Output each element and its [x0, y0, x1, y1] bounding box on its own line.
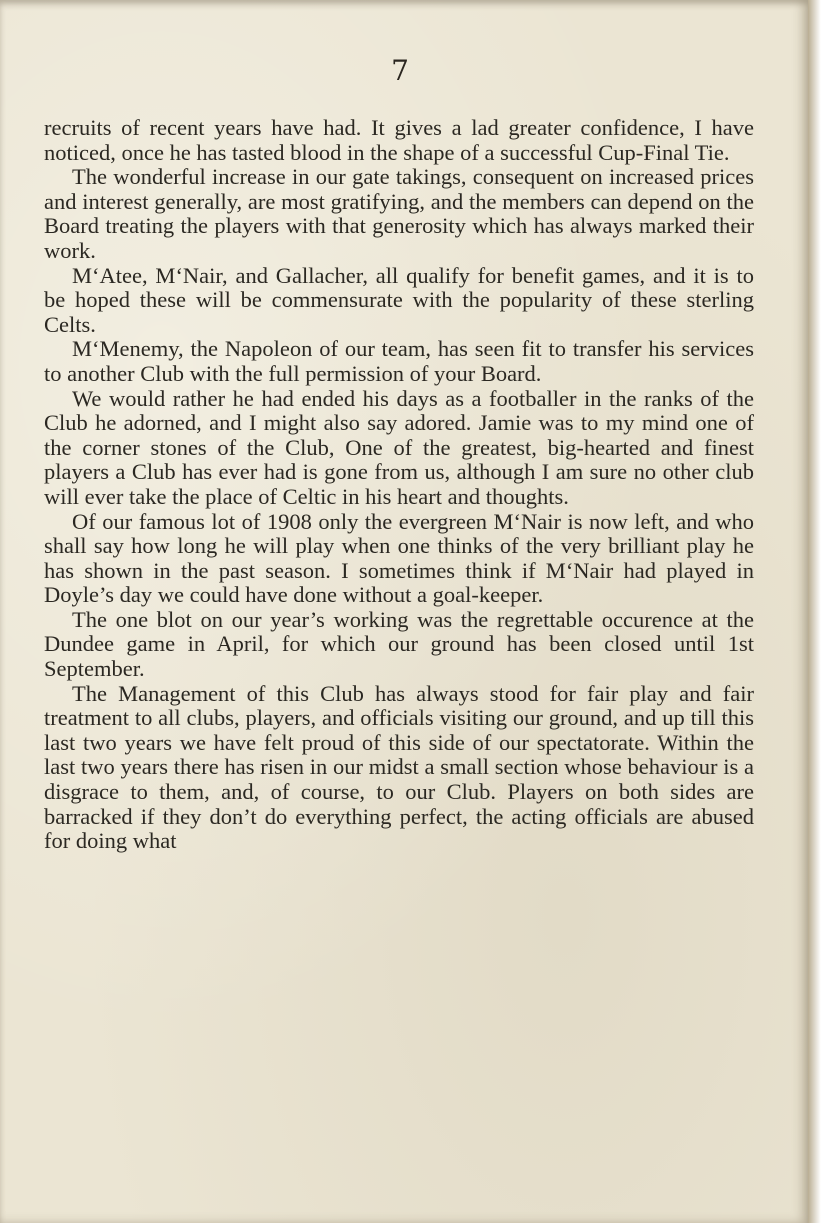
paragraph-dundee-game: The one blot on our year’s working was the regrettable occurence at the Dundee game in April, for which our ground has been closed until 1st September.: [44, 606, 754, 682]
paragraph-jamie-tribute: We would rather he had ended his days as a footballer in the ranks of the Club he adorned, and I might also say adored. Jamie was to my mind one of the corner stones of the Club, One of the greatest, big-hearted and finest players a Club has ever had is gone from us, although I am sure no other club will ever take the place of Celtic in his heart and thoughts.: [44, 385, 754, 509]
paragraph-recruits: recruits of recent years have had. It gives a lad greater confidence, I have noticed, once he has tasted blood in the shape of a successful Cup-Final Tie.: [44, 115, 754, 165]
paragraph-management: The Management of this Club has always stood for fair play and fair treatment to all clubs, players, and officials visiting our ground, and up till this last two years we have felt proud of this side of our spectatorate. Within the last two years there has risen in our midst a small section whose behaviour is a disgrace to them, and, of course, to our Club. Players on both sides are barracked if they don’t do everything perfect, the acting officials are abused for doing what: [44, 680, 754, 854]
paragraph-mmenemy-transfer: M‘Menemy, the Napoleon of our team, has seen fit to transfer his services to another Club with the full permission of your Board.: [44, 336, 754, 386]
paragraph-gate-takings: The wonderful increase in our gate takings, consequent on increased prices and interest generally, are most gratifying, and the members can depend on the Board treating the players with that generosity which has always marked their work.: [44, 164, 754, 263]
paragraph-1908-team: Of our famous lot of 1908 only the evergreen M‘Nair is now left, and who shall say how long he will play when one thinks of the very brilliant play he has shown in the past season. I sometimes think if M‘Nair had played in Doyle’s day we could have done without a goal-keeper.: [44, 508, 754, 608]
page-number: 7: [391, 54, 409, 87]
paragraph-benefit-games: M‘Atee, M‘Nair, and Gallacher, all qualify for benefit games, and it is to be hoped these will be commensurate with the popularity of these sterling Celts.: [44, 262, 754, 337]
page-right-edge: [808, 0, 824, 1223]
body-text: [44, 116, 754, 854]
